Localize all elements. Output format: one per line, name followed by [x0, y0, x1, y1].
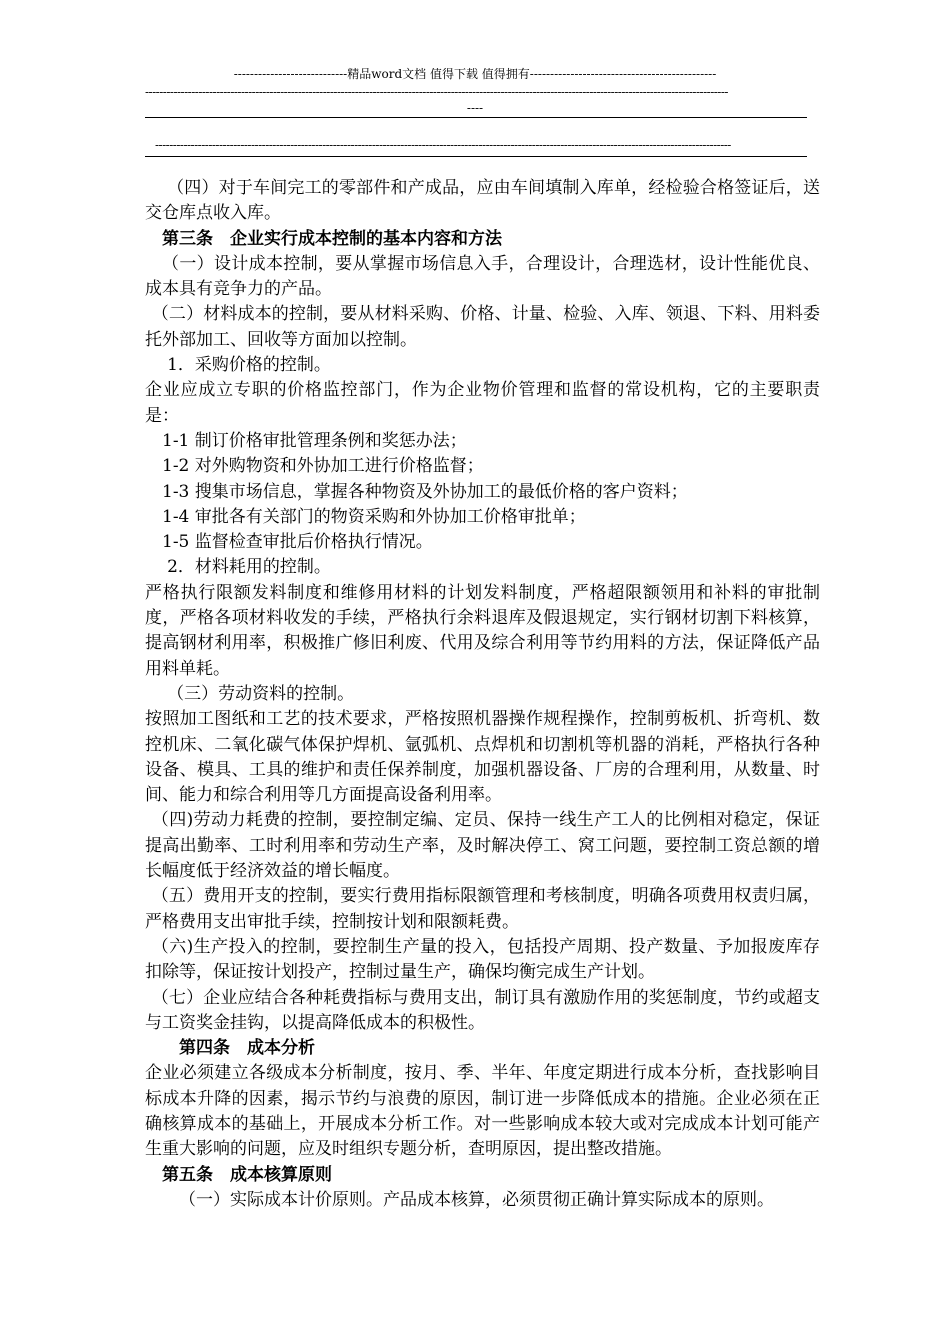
header-rule-bottom — [145, 156, 807, 157]
paragraph: 严格执行限额发料制度和维修用材料的计划发料制度，严格超限额领用和补料的审批制度，严格各项材料收发的手续，严格执行余料退库及假退规定，实行钢材切割下料核算，提高钢材利用率，积极推广修旧利废、代用及综合利用等节约用料的方法，保证降低产品用料单耗。 — [145, 582, 820, 679]
paragraph: 企业必须建立各级成本分析制度，按月、季、半年、年度定期进行成本分析，查找影响目标成本升降的因素，揭示节约与浪费的原因，制订进一步降低成本的措施。企业必须在正确核算成本的基础上，开展成本分析工作。对一些影响成本较大或对完成成本计划可能产生重大影响的问题，应及时组织专题分析，查明原因，提出整改措施。 — [145, 1063, 820, 1160]
subheading: （三）劳动资料的控制。 — [167, 683, 355, 704]
subheading: 2．材料耗用的控制。 — [167, 557, 331, 578]
header-dash-line: -------------------------------------------------------------------------------------------------------------------------------------------------------------------- — [145, 85, 728, 99]
list-item: 1-4 审批各有关部门的物资采购和外协加工价格审批单； — [162, 506, 586, 527]
list-item: 1-2 对外购物资和外协加工进行价格监督； — [162, 456, 484, 477]
paragraph: （四）对于车间完工的零部件和产成品，应由车间填制入库单，经检验合格签证后，送交仓库点收入库。 — [145, 178, 820, 224]
paragraph: （一）实际成本计价原则。产品成本核算，必须贯彻正确计算实际成本的原则。 — [179, 1189, 774, 1210]
subheading: 1．采购价格的控制。 — [167, 355, 331, 376]
header-rule-top — [145, 117, 807, 118]
section-heading: 第五条 成本核算原则 — [162, 1164, 332, 1185]
document-body — [145, 176, 820, 1213]
section-heading: 第三条 企业实行成本控制的基本内容和方法 — [162, 228, 502, 249]
list-item: 1-1 制订价格审批管理条例和奖惩办法； — [162, 430, 467, 451]
header-banner: ----------------------------精品word文档 值得下载 值得拥有---------------------------------------------- — [233, 67, 717, 81]
paragraph: （四)劳动力耗费的控制，要控制定编、定员、保持一线生产工人的比例相对稳定，保证提高出勤率、工时利用率和劳动生产率，及时解决停工、窝工问题，要控制工资总额的增长幅度低于经济效益的增长幅度。 — [145, 810, 820, 882]
paragraph: 按照加工图纸和工艺的技术要求，严格按照机器操作规程操作，控制剪板机、折弯机、数控机床、二氧化碳气体保护焊机、氩弧机、点焊机和切割机等机器的消耗，严格执行各种设备、模具、工具的维护和责任保养制度，加强机器设备、厂房的合理利用，从数量、时间、能力和综合利用等几方面提高设备利用率。 — [145, 709, 820, 806]
header-dash-line-2: ------------------------------------------------------------------------------------------------------------------------------------------------------------------ — [155, 138, 731, 152]
paragraph: （五）费用开支的控制，要实行费用指标限额管理和考核制度，明确各项费用权责归属，严格费用支出审批手续，控制按计划和限额耗费。 — [145, 886, 820, 932]
paragraph: （二）材料成本的控制，要从材料采购、价格、计量、检验、入库、领退、下料、用料委托外部加工、回收等方面加以控制。 — [145, 304, 820, 350]
paragraph: 企业应成立专职的价格监控部门，作为企业物价管理和监督的常设机构，它的主要职责是： — [145, 380, 820, 426]
list-item: 1-3 搜集市场信息，掌握各种物资及外协加工的最低价格的客户资料； — [162, 481, 688, 502]
header-dash-short: ---- — [466, 101, 484, 115]
paragraph: （七）企业应结合各种耗费指标与费用支出，制订具有激励作用的奖惩制度，节约或超支与工资奖金挂钩，以提高降低成本的积极性。 — [145, 987, 820, 1033]
section-heading: 第四条 成本分析 — [179, 1038, 315, 1059]
paragraph: （六)生产投入的控制，要控制生产量的投入，包括投产周期、投产数量、予加报废库存扣除等，保证按计划投产，控制过量生产，确保均衡完成生产计划。 — [145, 936, 820, 983]
list-item: 1-5 监督检查审批后价格执行情况。 — [162, 532, 433, 553]
paragraph: （一）设计成本控制，要从掌握市场信息入手，合理设计，合理选材，设计性能优良、成本具有竞争力的产品。 — [145, 253, 820, 300]
